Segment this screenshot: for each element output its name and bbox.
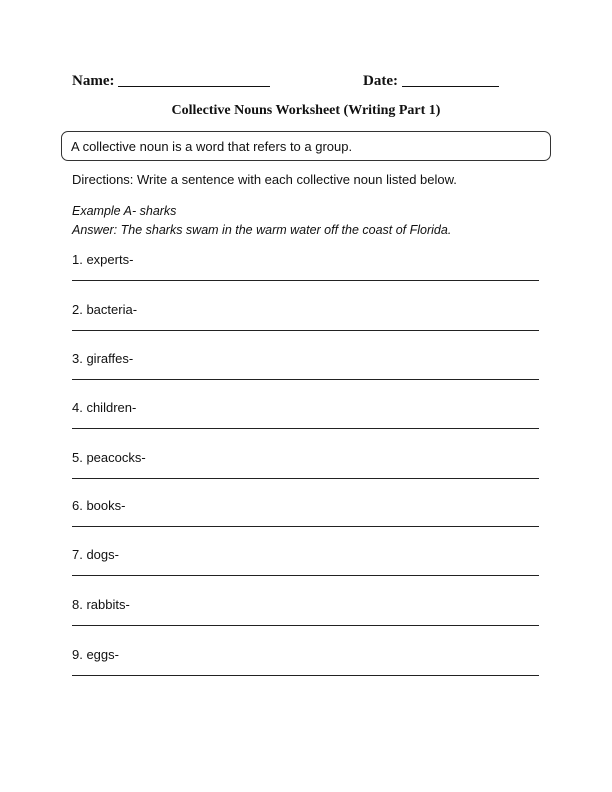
answer-line — [72, 526, 539, 527]
question-item — [72, 400, 539, 440]
question-item — [72, 302, 539, 342]
answer-line — [72, 575, 539, 576]
question-item — [72, 450, 539, 490]
name-label: Name: — [72, 73, 115, 89]
date-field — [363, 72, 499, 90]
answer-line — [72, 280, 539, 281]
question-item — [72, 252, 539, 292]
date-blank-line — [402, 72, 499, 87]
answer-line — [72, 330, 539, 331]
definition-box — [61, 131, 551, 161]
question-label: 2. bacteria- — [72, 302, 138, 317]
date-label: Date: — [363, 73, 398, 89]
example-answer: Answer: The sharks swam in the warm water off the coast of Florida. — [72, 223, 452, 237]
answer-line — [72, 478, 539, 479]
question-label: 4. children- — [72, 400, 137, 415]
answer-line — [72, 428, 539, 429]
name-blank-line — [118, 72, 270, 87]
question-label: 9. eggs- — [72, 647, 119, 662]
question-label: 5. peacocks- — [72, 450, 146, 465]
name-field — [72, 72, 270, 90]
question-item — [72, 647, 539, 687]
question-label: 1. experts- — [72, 252, 134, 267]
example-block — [72, 202, 451, 240]
definition-text: A collective noun is a word that refers to a group. — [71, 139, 353, 154]
question-label: 8. rabbits- — [72, 597, 130, 612]
question-item — [72, 351, 539, 391]
question-item — [72, 547, 539, 587]
worksheet-title: Collective Nouns Worksheet (Writing Part 1) — [171, 103, 441, 118]
question-item — [72, 498, 539, 538]
answer-line — [72, 379, 539, 380]
example-prompt: Example A- sharks — [72, 204, 177, 218]
question-label: 6. books- — [72, 498, 126, 513]
answer-line — [72, 625, 539, 626]
question-label: 3. giraffes- — [72, 351, 134, 366]
question-label: 7. dogs- — [72, 547, 119, 562]
answer-line — [72, 675, 539, 676]
directions-text: Directions: Write a sentence with each collective noun listed below. — [72, 172, 457, 187]
question-item — [72, 597, 539, 637]
